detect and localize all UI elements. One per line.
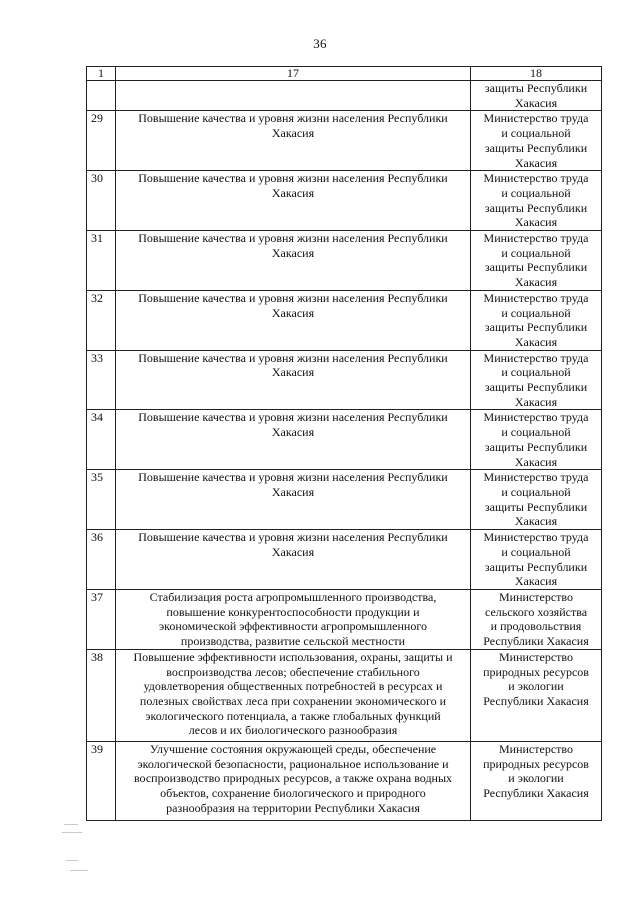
goal-cell (116, 741, 471, 820)
cell-line: воспроизводства лесов; обеспечение стабильного (166, 664, 420, 679)
cell-line: повышение конкурентоспособности продукции и (166, 604, 420, 619)
cell-line: экологического потенциала, а также глобальных функций (145, 708, 441, 723)
row-number-cell: 37 (87, 589, 116, 649)
column-header-org: 18 (471, 67, 602, 81)
cell-line: экономической эффективности агропромышленного (159, 619, 427, 634)
table-row (87, 741, 602, 820)
goal-cell (116, 290, 471, 350)
cell-line: и социальной (501, 425, 571, 440)
organization-cell (471, 741, 602, 820)
cell-line: Хакасия (271, 185, 315, 200)
cell-line: Повышение качества и уровня жизни населения Республики (138, 171, 448, 186)
row-number-cell: 32 (87, 290, 116, 350)
cell-line: Повышение качества и уровня жизни населения Республики (138, 470, 448, 485)
organization-cell (471, 530, 602, 590)
cell-line: Хакасия (514, 334, 558, 349)
cell-line: Стабилизация роста агропромышленного производства, (149, 589, 437, 604)
cell-line: Хакасия (514, 155, 558, 170)
cell-line: и социальной (501, 185, 571, 200)
table-header-row (87, 67, 602, 81)
cell-line: защиты Республики (484, 439, 588, 454)
table-row (87, 171, 602, 231)
cell-line: и продовольствия (490, 619, 582, 634)
cell-line: Министерство труда (483, 231, 589, 246)
cell-line: Хакасия (271, 305, 315, 320)
cell-line: полезных свойствах леса при сохранении экономического и (139, 694, 447, 709)
table-row (87, 649, 602, 741)
table-row (87, 589, 602, 649)
cell-line: Повышение качества и уровня жизни населения Республики (138, 410, 448, 425)
cell-line: природных ресурсов (483, 664, 589, 679)
cell-line: экологической безопасности, рациональное использование и (137, 756, 449, 771)
column-header-num: 1 (87, 67, 116, 81)
cell-line: и социальной (501, 484, 571, 499)
cell-line: Министерство труда (483, 111, 589, 126)
table-row (87, 290, 602, 350)
cell-line: разнообразия на территории Республики Хакасия (166, 800, 420, 815)
organization-cell (471, 81, 602, 111)
organization-cell (471, 231, 602, 291)
cell-line: воспроизводство природных ресурсов, а также охрана водных (133, 771, 453, 786)
cell-line: Хакасия (514, 275, 558, 290)
cell-line: Республики Хакасия (483, 694, 589, 709)
row-number-cell: 34 (87, 410, 116, 470)
cell-line: и экологии (508, 771, 564, 786)
goal-cell (116, 81, 471, 111)
cell-line: Хакасия (514, 514, 558, 529)
goal-cell (116, 231, 471, 291)
cell-line: защиты Республики (484, 380, 588, 395)
cell-line: природных ресурсов (483, 756, 589, 771)
cell-line: Хакасия (271, 425, 315, 440)
table-row (87, 530, 602, 590)
cell-line: Министерство (499, 589, 573, 604)
row-number-cell: 30 (87, 171, 116, 231)
cell-line: Министерство труда (483, 350, 589, 365)
cell-line: Министерство труда (483, 290, 589, 305)
cell-line: объектов, сохранение биологического и природного (160, 786, 426, 801)
cell-line: и социальной (501, 365, 571, 380)
page-number: 36 (313, 36, 327, 51)
cell-line: Министерство труда (483, 410, 589, 425)
cell-line: Повышение качества и уровня жизни населения Республики (138, 290, 448, 305)
cell-line: Министерство (499, 741, 573, 756)
row-number-cell: 31 (87, 231, 116, 291)
table-row (87, 111, 602, 171)
row-number-cell (87, 81, 116, 111)
organization-cell (471, 350, 602, 410)
table-row-continuation (87, 81, 602, 111)
cell-line: защиты Республики (484, 200, 588, 215)
row-number-cell: 38 (87, 649, 116, 741)
cell-line: производства, развитие сельской местности (180, 634, 406, 649)
cell-line: и экологии (508, 679, 564, 694)
cell-line: защиты Республики (484, 320, 588, 335)
cell-line: защиты Республики (484, 140, 588, 155)
organization-cell (471, 649, 602, 741)
cell-line: лесов и их биологического разнообразия (188, 723, 398, 738)
goal-cell (116, 470, 471, 530)
cell-line: Хакасия (271, 544, 315, 559)
row-number-cell: 36 (87, 530, 116, 590)
cell-line: Министерство труда (483, 530, 589, 545)
cell-line: Улучшение состояния окружающей среды, обеспечение (149, 741, 437, 756)
document-table (86, 66, 602, 821)
cell-line: Хакасия (514, 215, 558, 230)
cell-line: Республики Хакасия (483, 634, 589, 649)
goal-cell (116, 350, 471, 410)
cell-line: и социальной (501, 544, 571, 559)
cell-line: Хакасия (514, 454, 558, 469)
scan-artifact (62, 822, 92, 882)
goal-cell (116, 589, 471, 649)
cell-line: Министерство труда (483, 171, 589, 186)
cell-line: Хакасия (514, 574, 558, 589)
row-number-cell: 29 (87, 111, 116, 171)
cell-line: Хакасия (514, 95, 558, 110)
cell-line: Повышение эффективности использования, охраны, защиты и (133, 649, 453, 664)
cell-line: Республики Хакасия (483, 786, 589, 801)
table-row (87, 410, 602, 470)
cell-line: удовлетворения общественных потребностей в ресурсах и (143, 679, 443, 694)
column-header-goal: 17 (116, 67, 471, 81)
cell-line: Повышение качества и уровня жизни населения Республики (138, 530, 448, 545)
organization-cell (471, 171, 602, 231)
cell-line: защиты Республики (484, 559, 588, 574)
cell-line: защиты Республики (484, 81, 588, 95)
goal-cell (116, 171, 471, 231)
goal-cell (116, 530, 471, 590)
cell-line: Хакасия (271, 245, 315, 260)
cell-line: Хакасия (271, 365, 315, 380)
organization-cell (471, 410, 602, 470)
cell-line: Министерство (499, 649, 573, 664)
goal-cell (116, 111, 471, 171)
organization-cell (471, 470, 602, 530)
cell-line: Хакасия (271, 126, 315, 141)
organization-cell (471, 589, 602, 649)
goal-cell (116, 410, 471, 470)
organization-cell (471, 111, 602, 171)
row-number-cell: 39 (87, 741, 116, 820)
cell-line: Хакасия (271, 484, 315, 499)
table-row (87, 350, 602, 410)
cell-line: Повышение качества и уровня жизни населения Республики (138, 350, 448, 365)
row-number-cell: 33 (87, 350, 116, 410)
cell-line: защиты Республики (484, 260, 588, 275)
cell-line: сельского хозяйства (484, 604, 588, 619)
organization-cell (471, 290, 602, 350)
cell-line: Повышение качества и уровня жизни населения Республики (138, 111, 448, 126)
cell-line: Министерство труда (483, 470, 589, 485)
cell-line: и социальной (501, 126, 571, 141)
cell-line: Повышение качества и уровня жизни населения Республики (138, 231, 448, 246)
row-number-cell: 35 (87, 470, 116, 530)
table-row (87, 231, 602, 291)
cell-line: и социальной (501, 305, 571, 320)
table-row (87, 470, 602, 530)
cell-line: Хакасия (514, 394, 558, 409)
goal-cell (116, 649, 471, 741)
cell-line: и социальной (501, 245, 571, 260)
cell-line: защиты Республики (484, 499, 588, 514)
